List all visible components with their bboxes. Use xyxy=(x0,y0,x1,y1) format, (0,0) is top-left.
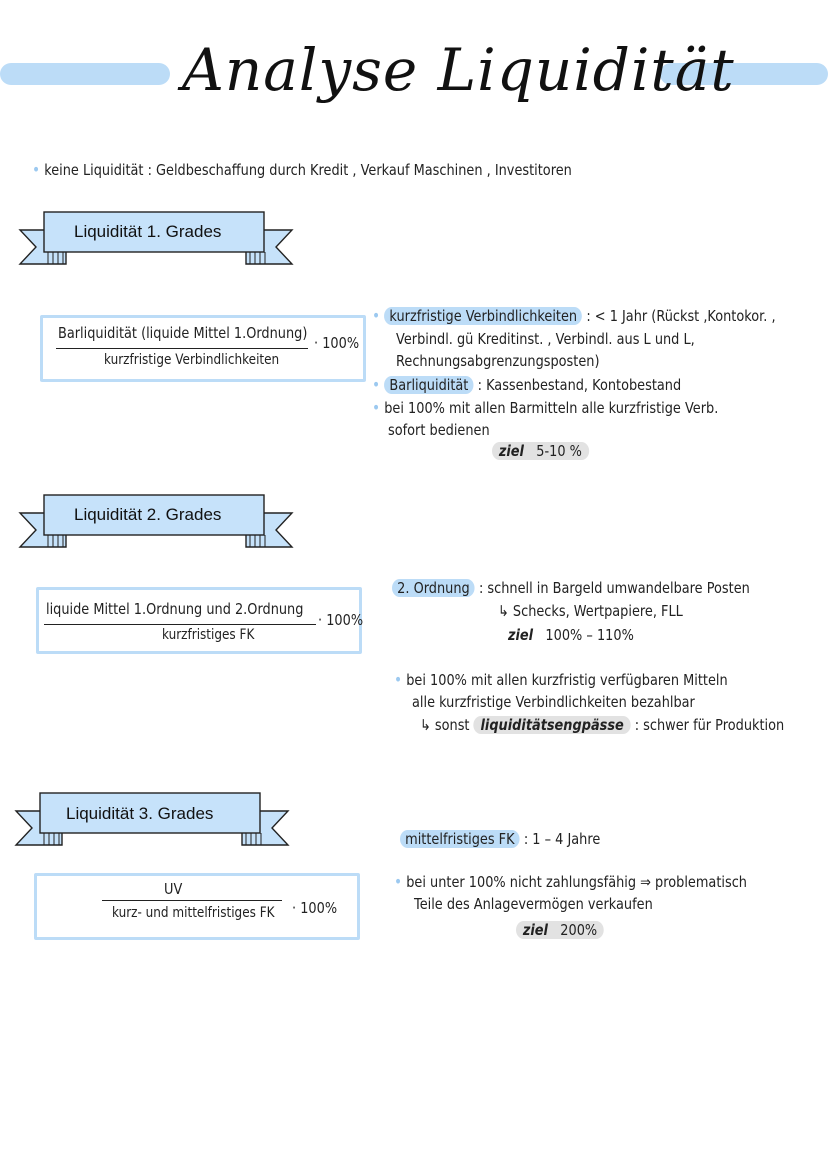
bullet-icon: • xyxy=(394,872,403,891)
s2-n2-sub-prefix: ↳ sonst xyxy=(420,716,470,734)
formula-2-numerator: liquide Mittel 1.Ordnung und 2.Ordnung xyxy=(46,600,304,618)
s1-note3 xyxy=(372,398,718,417)
s2-goal-value: 100% – 110% xyxy=(545,626,634,644)
s2-n2-line2: alle kurzfristige Verbindlichkeiten bezahlbar xyxy=(412,693,695,711)
s1-n1-line3: Rechnungsabgrenzungsposten) xyxy=(396,352,600,370)
s1-n1-line2: Verbindl. gü Kreditinst. , Verbindl. aus L und L, xyxy=(396,330,695,348)
s2-note2 xyxy=(394,670,728,689)
s1-n1-line1: < 1 Jahr (Rückst ,Kontokor. , xyxy=(594,307,776,325)
intro-text: Geldbeschaffung durch Kredit , Verkauf Maschinen , Investitoren xyxy=(156,161,572,179)
ribbon-1-label: Liquidität 1. Grades xyxy=(74,222,222,241)
s1-note2: • Barliquidität : Kassenbestand, Kontobestand xyxy=(372,375,682,394)
s2-n1-label: 2. Ordnung xyxy=(392,579,475,597)
formula-1-line xyxy=(56,348,308,349)
s3-goal xyxy=(516,921,604,939)
bullet-icon: • xyxy=(32,160,41,179)
s2-n1-text: schnell in Bargeld umwandelbare Posten xyxy=(487,579,750,597)
s2-n1-sub: ↳ Schecks, Wertpapiere, FLL xyxy=(498,602,683,620)
s1-goal xyxy=(492,442,589,460)
s3-note2 xyxy=(394,872,747,891)
s3-goal-word: ziel xyxy=(522,921,548,939)
s2-n2-line1: bei 100% mit allen kurzfristig verfügbaren Mitteln xyxy=(406,671,728,689)
bullet-icon: • xyxy=(372,375,381,394)
s3-n1-label: mittelfristiges FK xyxy=(400,830,520,848)
s2-n2-sub: ↳ sonst liquiditätsengpässe : schwer für Produktion xyxy=(420,716,785,734)
formula-2-denominator: kurzfristiges FK xyxy=(162,627,255,643)
bullet-icon: • xyxy=(372,306,381,325)
s1-goal-word: ziel xyxy=(498,442,524,460)
s3-n1-text: 1 – 4 Jahre xyxy=(532,830,601,848)
s1-n3-line1: bei 100% mit allen Barmitteln alle kurzfristige Verb. xyxy=(384,399,719,417)
ribbon-2-label: Liquidität 2. Grades xyxy=(74,505,222,524)
ribbon-3-label: Liquidität 3. Grades xyxy=(66,804,214,823)
s1-goal-value: 5-10 % xyxy=(536,442,582,460)
formula-box-2 xyxy=(36,587,362,654)
s3-goal-value: 200% xyxy=(560,921,598,939)
intro-label: keine Liquidität xyxy=(44,161,144,179)
header-bar-left xyxy=(0,63,170,85)
s2-n2-sub-highlight: liquiditätsengpässe xyxy=(474,716,631,734)
formula-3-numerator: UV xyxy=(164,880,183,898)
s2-goal-word: ziel xyxy=(508,626,534,644)
s3-n2-line2: Teile des Anlagevermögen verkaufen xyxy=(414,895,653,913)
formula-3-line xyxy=(102,900,282,901)
bullet-icon: • xyxy=(394,670,403,689)
s1-note1: • kurzfristige Verbindlichkeiten : < 1 Jahr (Rückst ,Kontokor. , xyxy=(372,306,776,325)
s3-n2-line1: bei unter 100% nicht zahlungsfähig ⇒ problematisch xyxy=(406,873,747,891)
s2-goal xyxy=(508,626,634,644)
bullet-icon: • xyxy=(372,398,381,417)
s2-note1: 2. Ordnung : schnell in Bargeld umwandelbare Posten xyxy=(392,579,750,597)
s1-n2-label: Barliquidität xyxy=(384,376,473,394)
s2-n2-sub-suffix: schwer für Produktion xyxy=(643,716,785,734)
page-title: Analyse Liquidität xyxy=(182,36,735,104)
formula-2-factor: · 100% xyxy=(318,611,364,629)
intro-line: • keine Liquidität : Geldbeschaffung durch Kredit , Verkauf Maschinen , Investitoren xyxy=(32,160,572,179)
formula-3-denominator: kurz- und mittelfristiges FK xyxy=(112,905,275,921)
s3-note1: mittelfristiges FK : 1 – 4 Jahre xyxy=(400,830,600,848)
formula-1-denominator: kurzfristige Verbindlichkeiten xyxy=(104,352,280,368)
formula-3-factor: · 100% xyxy=(292,899,338,917)
s1-n1-label: kurzfristige Verbindlichkeiten xyxy=(384,307,582,325)
s1-n2-text: Kassenbestand, Kontobestand xyxy=(486,376,682,394)
formula-1-factor: · 100% xyxy=(314,334,360,352)
formula-2-line xyxy=(44,624,316,625)
formula-1-numerator: Barliquidität (liquide Mittel 1.Ordnung) xyxy=(58,324,308,342)
s1-n3-line2: sofort bedienen xyxy=(388,421,490,439)
